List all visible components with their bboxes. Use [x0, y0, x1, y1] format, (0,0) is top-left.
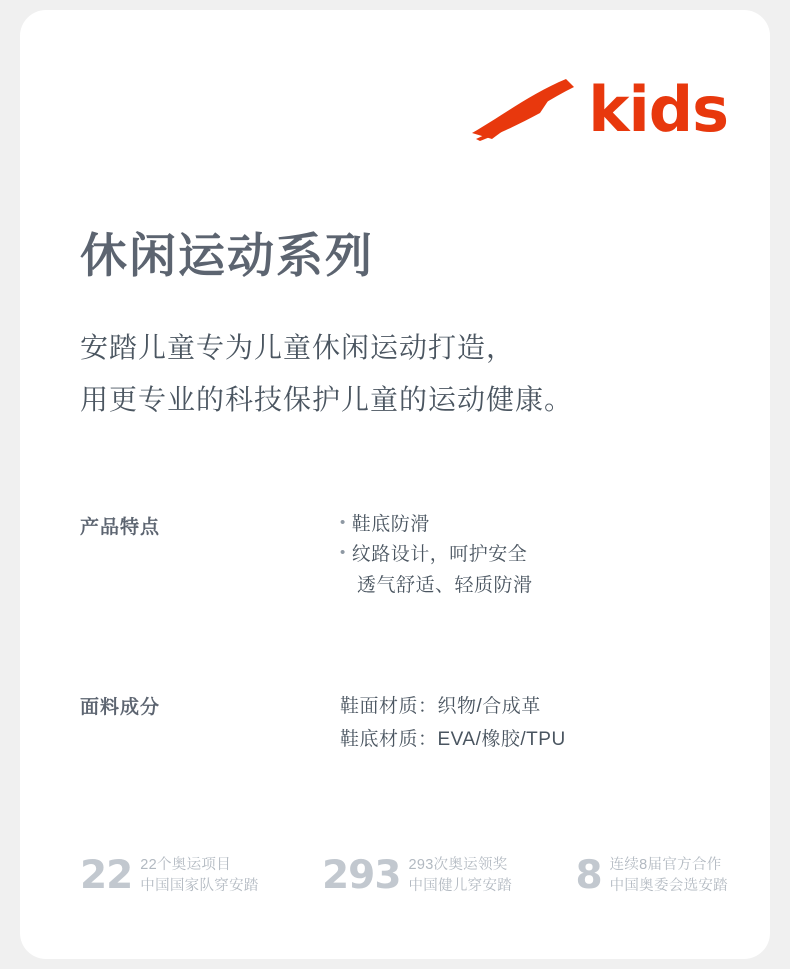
stat-text: [140, 855, 258, 897]
stat-item: [575, 855, 728, 897]
feature-extra-line: 透气舒适、轻质防滑: [357, 574, 533, 596]
stat-line-2: 中国奥委会选安踏: [609, 877, 728, 894]
stat-text: [610, 855, 728, 897]
material-line-upper: 鞋面材质：织物/合成革: [340, 696, 541, 717]
spec-product-features: [80, 510, 533, 601]
spec-material-composition: [80, 690, 566, 757]
stat-item: [80, 855, 259, 897]
material-line-outsole: 鞋底材质：EVA/橡胶/TPU: [340, 729, 566, 751]
footer-stats: [80, 855, 728, 897]
spec-label-features: 产品特点: [80, 517, 161, 538]
subtitle-line-2: 用更专业的科技保护儿童的运动健康。: [80, 383, 574, 415]
page-subtitle: [80, 322, 573, 426]
product-info-card: [20, 10, 770, 959]
stat-number: 22: [80, 853, 133, 899]
stat-line-1: 连续8届官方合作: [609, 856, 722, 873]
stat-line-2: 中国健儿穿安踏: [408, 877, 513, 894]
stat-line-2: 中国国家队穿安踏: [140, 877, 259, 894]
spec-values-features: [340, 510, 533, 601]
bullet-dot-icon: •: [340, 544, 346, 562]
anta-swoosh-icon: [470, 77, 578, 143]
brand-logo-text: kids: [588, 73, 728, 146]
feature-bullet-2: • 纹路设计，呵护安全: [340, 540, 533, 570]
spec-values-material: [340, 690, 566, 757]
feature-bullet-1: • 鞋底防滑: [340, 510, 533, 540]
stat-number: 293: [322, 853, 401, 899]
bullet-dot-icon: •: [340, 514, 346, 531]
spec-label-material: 面料成分: [80, 697, 161, 718]
subtitle-line-1: 安踏儿童专为儿童休闲运动打造，: [80, 332, 516, 363]
brand-logo: [470, 70, 728, 150]
stat-number: 8: [575, 853, 602, 899]
stat-item: [322, 855, 512, 897]
stat-line-1: 293次奥运领奖: [408, 856, 508, 873]
page-title: 休闲运动系列: [80, 229, 374, 282]
stat-text: [408, 855, 512, 897]
stat-line-1: 22个奥运项目: [140, 856, 232, 873]
